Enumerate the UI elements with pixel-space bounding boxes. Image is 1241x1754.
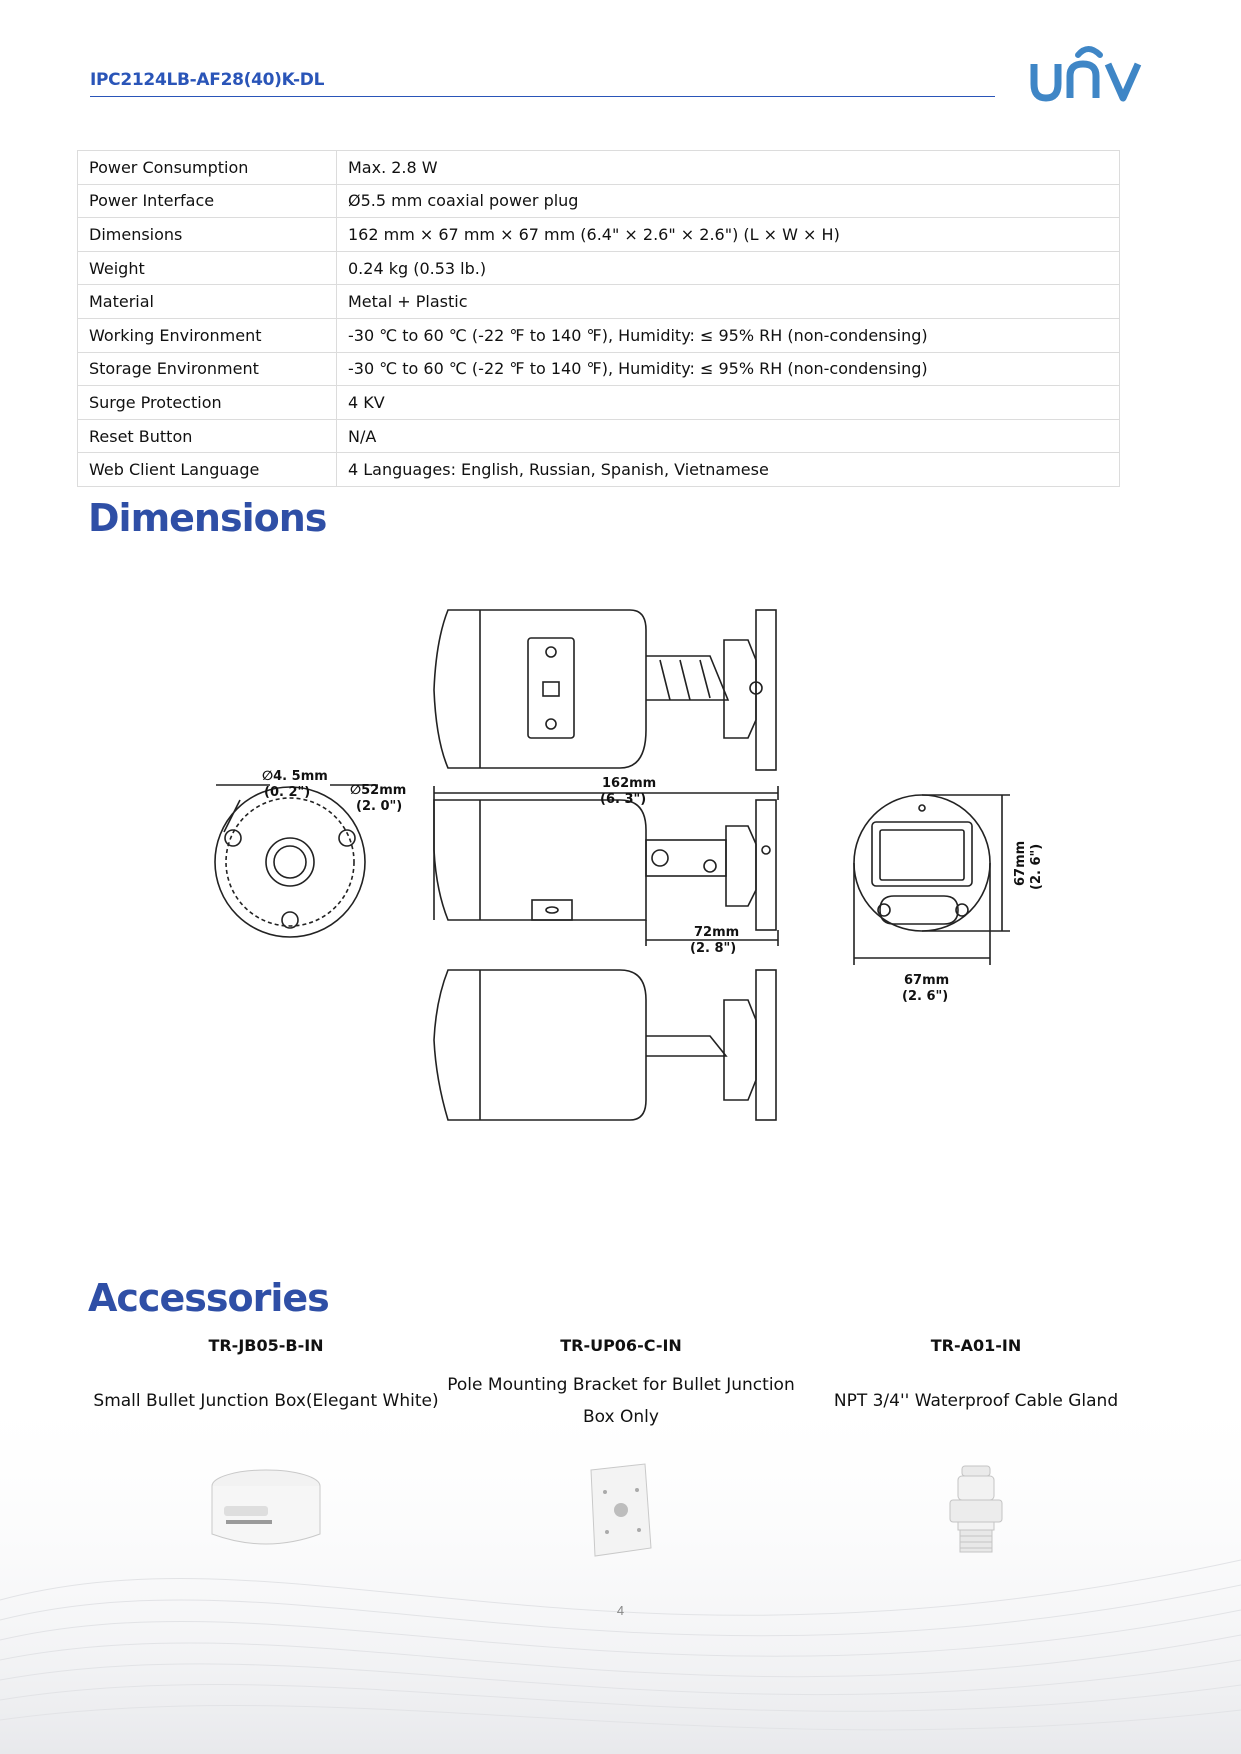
spec-key: Web Client Language bbox=[78, 453, 337, 487]
accessory-description: Pole Mounting Bracket for Bullet Junction Box Only bbox=[447, 1375, 795, 1427]
spec-key: Surge Protection bbox=[78, 386, 337, 420]
dimension-drawing bbox=[200, 600, 1060, 1150]
hole-diameter-mm: ∅4. 5mm bbox=[262, 769, 328, 784]
accessory-code: TR-JB05-B-IN bbox=[208, 1336, 324, 1355]
cable-gland-icon bbox=[936, 1462, 1016, 1558]
unv-logo bbox=[1028, 40, 1148, 106]
spec-row bbox=[78, 419, 1120, 453]
spec-row bbox=[78, 151, 1120, 185]
accessories-title: Accessories bbox=[88, 1276, 329, 1320]
width-mm: 67mm bbox=[904, 973, 950, 988]
base-plate-view bbox=[215, 785, 378, 937]
base-diameter-in: (2. 0") bbox=[356, 799, 403, 814]
spec-value: 4 Languages: English, Russian, Spanish, Vietnamese bbox=[337, 453, 1120, 487]
spec-value: N/A bbox=[337, 419, 1120, 453]
spec-value: Metal + Plastic bbox=[337, 285, 1120, 319]
spec-row bbox=[78, 453, 1120, 487]
spec-key: Dimensions bbox=[78, 218, 337, 252]
length-in: (6. 3") bbox=[600, 792, 647, 807]
camera-bottom-view bbox=[434, 970, 776, 1120]
junction-box-icon bbox=[206, 1462, 326, 1558]
spec-key: Weight bbox=[78, 251, 337, 285]
accessory-item bbox=[801, 1336, 1151, 1558]
spec-key: Power Interface bbox=[78, 184, 337, 218]
height-in: (2. 6") bbox=[1029, 843, 1044, 890]
bracket-length-in: (2. 8") bbox=[690, 941, 737, 956]
header-divider bbox=[90, 96, 995, 97]
spec-row bbox=[78, 251, 1120, 285]
camera-end-view bbox=[854, 795, 1010, 965]
spec-value: 0.24 kg (0.53 lb.) bbox=[337, 251, 1120, 285]
length-mm: 162mm bbox=[602, 776, 657, 791]
spec-key: Storage Environment bbox=[78, 352, 337, 386]
accessory-item bbox=[91, 1336, 441, 1558]
width-in: (2. 6") bbox=[902, 989, 949, 1004]
spec-value: 162 mm × 67 mm × 67 mm (6.4" × 2.6" × 2.6") (L × W × H) bbox=[337, 218, 1120, 252]
camera-side-view bbox=[434, 800, 776, 930]
page-number: 4 bbox=[616, 1603, 625, 1618]
spec-row bbox=[78, 318, 1120, 352]
spec-row bbox=[78, 184, 1120, 218]
spec-table bbox=[77, 150, 1120, 487]
spec-value: Ø5.5 mm coaxial power plug bbox=[337, 184, 1120, 218]
spec-key: Reset Button bbox=[78, 419, 337, 453]
bracket-length-mm: 72mm bbox=[694, 925, 740, 940]
spec-key: Material bbox=[78, 285, 337, 319]
model-code: IPC2124LB-AF28(40)K-DL bbox=[90, 70, 325, 90]
accessory-item bbox=[446, 1336, 796, 1558]
spec-value: -30 ℃ to 60 ℃ (-22 ℉ to 140 ℉), Humidity: ≤ 95% RH (non-condensing) bbox=[337, 352, 1120, 386]
spec-row bbox=[78, 218, 1120, 252]
accessory-description: Small Bullet Junction Box(Elegant White) bbox=[93, 1391, 439, 1411]
pole-bracket-icon bbox=[581, 1462, 661, 1558]
accessory-code: TR-UP06-C-IN bbox=[560, 1336, 682, 1355]
spec-row bbox=[78, 352, 1120, 386]
spec-key: Working Environment bbox=[78, 318, 337, 352]
base-diameter-mm: ∅52mm bbox=[350, 783, 407, 798]
hole-diameter-in: (0. 2") bbox=[264, 785, 311, 800]
spec-row bbox=[78, 285, 1120, 319]
dimensions-title: Dimensions bbox=[88, 496, 327, 540]
spec-value: Max. 2.8 W bbox=[337, 151, 1120, 185]
height-mm: 67mm bbox=[1013, 840, 1028, 886]
spec-row bbox=[78, 386, 1120, 420]
spec-value: 4 KV bbox=[337, 386, 1120, 420]
spec-key: Power Consumption bbox=[78, 151, 337, 185]
accessory-description: NPT 3/4'' Waterproof Cable Gland bbox=[833, 1391, 1119, 1411]
camera-top-view bbox=[434, 610, 776, 770]
spec-value: -30 ℃ to 60 ℃ (-22 ℉ to 140 ℉), Humidity: ≤ 95% RH (non-condensing) bbox=[337, 318, 1120, 352]
accessory-code: TR-A01-IN bbox=[930, 1336, 1022, 1355]
